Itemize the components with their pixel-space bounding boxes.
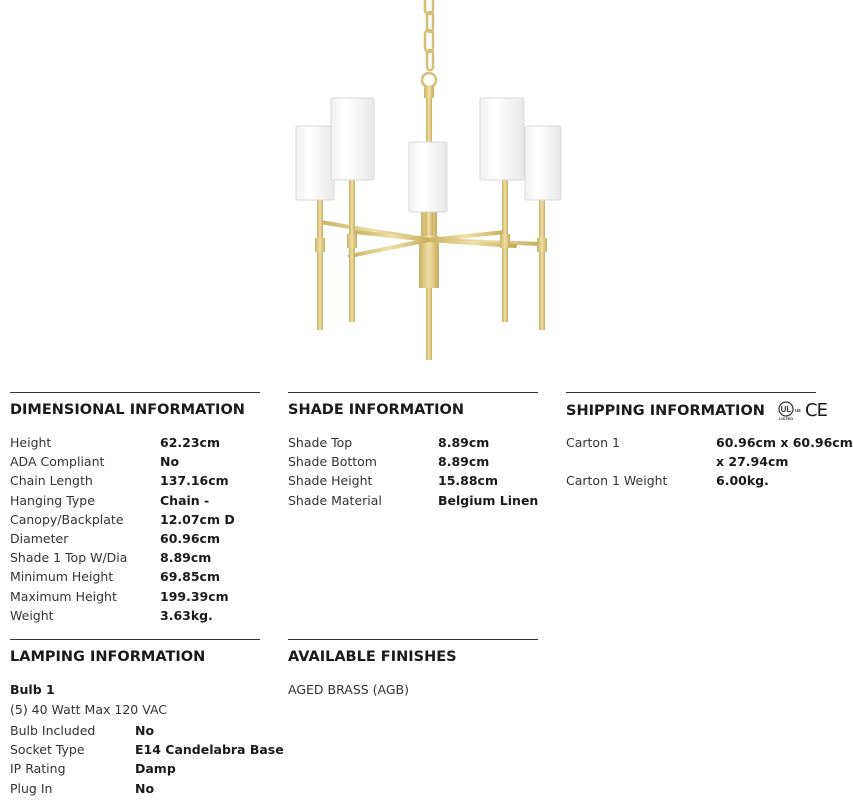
spec-value: 8.89cm: [160, 550, 212, 566]
spec-value: 199.39cm: [160, 588, 229, 604]
spec-label: Carton 1 Weight: [566, 473, 668, 488]
spec-label: Shade Height: [288, 473, 373, 489]
lamping-section: [10, 639, 260, 666]
spec-value: 137.16cm: [160, 473, 229, 489]
spec-row: [10, 606, 290, 626]
spec-label: Canopy/Backplate: [10, 511, 124, 527]
spec-label: ADA Compliant: [10, 454, 105, 470]
dimensional-section: [10, 392, 260, 419]
spec-label: Bulb Included: [10, 723, 96, 738]
section-divider: [288, 639, 538, 640]
bulb-title: Bulb 1: [10, 682, 55, 697]
shade-title: SHADE INFORMATION: [288, 402, 464, 418]
spec-row: [10, 471, 290, 491]
section-divider: [566, 392, 816, 393]
spec-value: Chain -: [160, 492, 210, 508]
spec-value: No: [160, 454, 180, 470]
bulb-description: (5) 40 Watt Max 120 VAC: [10, 702, 168, 717]
spec-value: Belgium Linen: [438, 492, 539, 508]
spec-value: 15.88cm: [438, 473, 498, 489]
ul-listed-icon: [776, 401, 800, 421]
spec-row: [288, 491, 568, 511]
finishes-section: [288, 639, 538, 666]
spec-value: E14 Candelabra Base: [135, 742, 284, 758]
spec-row: [10, 759, 290, 779]
spec-label: Maximum Height: [10, 588, 117, 604]
section-divider: [10, 639, 260, 640]
spec-value: 8.89cm: [438, 454, 490, 470]
ce-mark-icon: CE: [805, 400, 827, 421]
spec-row: [10, 721, 290, 741]
svg-text:us: us: [794, 408, 801, 414]
spec-row: [288, 433, 568, 453]
finish-item: AGED BRASS (AGB): [288, 682, 410, 697]
spec-row: [10, 587, 290, 607]
spec-row: [288, 471, 568, 491]
lamping-title: LAMPING INFORMATION: [10, 649, 206, 665]
spec-row: [10, 491, 290, 511]
dimensional-title: DIMENSIONAL INFORMATION: [10, 402, 245, 418]
spec-value: 8.89cm: [438, 435, 490, 450]
spec-value: No: [135, 723, 155, 738]
spec-row: [10, 740, 290, 760]
spec-row: [10, 779, 290, 799]
spec-label: Minimum Height: [10, 569, 114, 585]
spec-label: Height: [10, 435, 52, 450]
spec-row: [10, 529, 290, 549]
section-divider: [10, 392, 260, 393]
spec-label: Carton 1: [566, 435, 620, 450]
spec-value: No: [135, 780, 155, 796]
chain: [422, 0, 436, 87]
spec-label: Shade Material: [288, 492, 382, 508]
spec-label: Socket Type: [10, 742, 85, 758]
spec-row: [10, 567, 290, 587]
spec-value: 62.23cm: [160, 435, 220, 450]
spec-value: Damp: [135, 761, 176, 777]
shipping-title-row: [566, 401, 828, 421]
spec-value: 60.96cm: [160, 531, 220, 546]
spec-label: Plug In: [10, 780, 53, 796]
spec-value: 60.96cm x 60.96cm: [716, 435, 853, 450]
spec-label: Hanging Type: [10, 492, 95, 508]
section-divider: [288, 392, 538, 393]
finishes-title: AVAILABLE FINISHES: [288, 649, 457, 665]
spec-value: x 27.94cm: [716, 454, 789, 469]
spec-value: 3.63kg.: [160, 607, 213, 623]
spec-value: 12.07cm D: [160, 511, 235, 527]
spec-label: Shade Bottom: [288, 454, 377, 470]
spec-value: 6.00kg.: [716, 473, 769, 488]
spec-label: Shade 1 Top W/Dia: [10, 550, 128, 566]
shipping-section: [566, 392, 828, 421]
spec-label: Shade Top: [288, 435, 353, 450]
spec-row: [10, 510, 290, 530]
product-image: [280, 0, 580, 365]
ul-text: UL: [780, 405, 792, 414]
shipping-title: SHIPPING INFORMATION: [566, 403, 765, 419]
spec-label: Diameter: [10, 531, 69, 546]
spec-row: [10, 548, 290, 568]
spec-value: 69.85cm: [160, 569, 220, 585]
ul-sub-text: LISTED: [778, 416, 794, 421]
spec-label: Weight: [10, 607, 54, 623]
spec-label: Chain Length: [10, 473, 93, 489]
spec-label: IP Rating: [10, 761, 66, 777]
spec-row: [10, 433, 290, 453]
shade-section: [288, 392, 538, 419]
spec-row: [288, 452, 568, 472]
spec-row: [10, 452, 290, 472]
